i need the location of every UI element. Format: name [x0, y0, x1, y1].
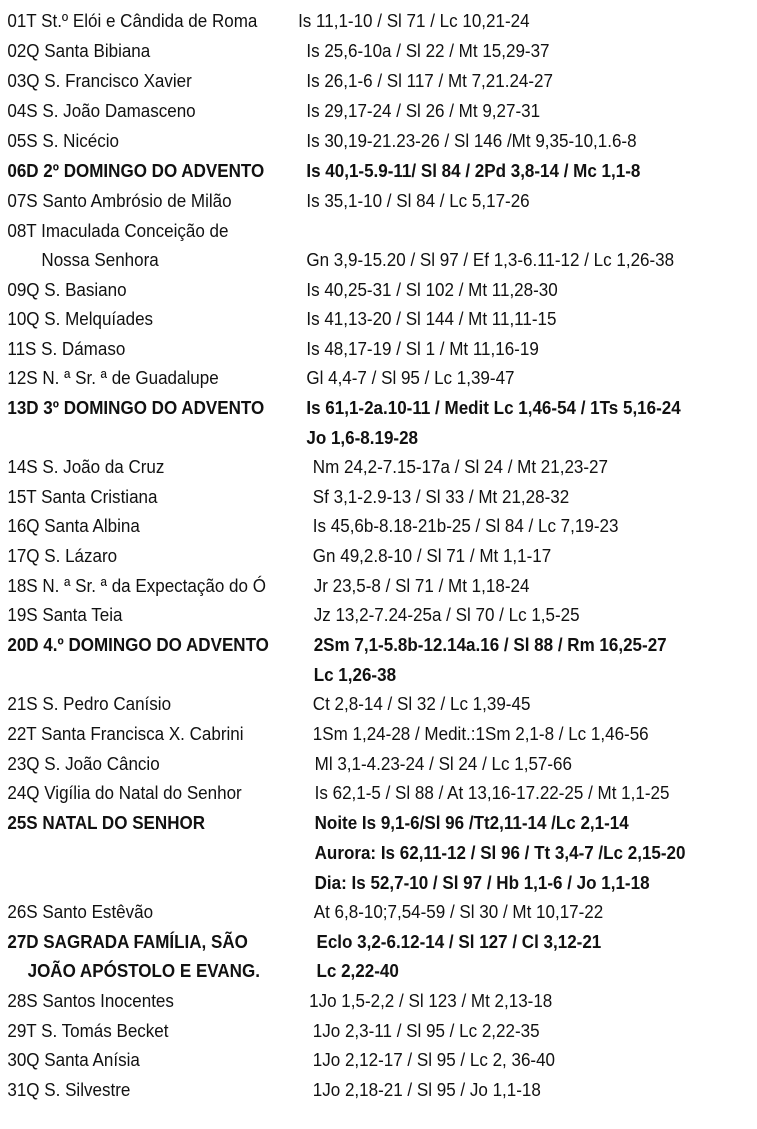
calendar-row: [0, 1016, 696, 1045]
day-label: JOÃO APÓSTOLO E EVANG.: [27, 960, 260, 981]
readings-text: 1Jo 2,18-21 / Sl 95 / Jo 1,1-18: [312, 1079, 541, 1100]
day-label: 28S Santos Inocentes: [7, 990, 174, 1011]
day-label: 04S S. João Damasceno: [7, 100, 196, 121]
day-label: 01T St.º Elói e Cândida de Roma: [7, 10, 258, 31]
day-label: 02Q Santa Bibiana: [7, 40, 151, 61]
readings-text: Lc 2,22-40: [316, 960, 399, 981]
calendar-row: [0, 452, 696, 481]
readings-text: Is 29,17-24 / Sl 26 / Mt 9,27-31: [306, 100, 541, 121]
readings-text: Ml 3,1-4.23-24 / Sl 24 / Lc 1,57-66: [314, 753, 572, 774]
readings-text: 1Jo 1,5-2,2 / Sl 123 / Mt 2,13-18: [309, 990, 553, 1011]
day-label: 31Q S. Silvestre: [7, 1079, 131, 1100]
day-label: 21S S. Pedro Canísio: [7, 693, 172, 714]
day-label: 19S Santa Teia: [7, 604, 123, 625]
calendar-row: [0, 216, 696, 245]
readings-text: Is 25,6-10a / Sl 22 / Mt 15,29-37: [306, 40, 550, 61]
readings-text: Is 35,1-10 / Sl 84 / Lc 5,17-26: [306, 190, 530, 211]
calendar-row: [0, 393, 696, 422]
readings-text: 2Sm 7,1-5.8b-12.14a.16 / Sl 88 / Rm 16,25-27: [313, 634, 667, 655]
readings-text: Gn 49,2.8-10 / Sl 71 / Mt 1,1-17: [312, 545, 552, 566]
calendar-row: [0, 1075, 696, 1104]
readings-text: Is 41,13-20 / Sl 144 / Mt 11,11-15: [306, 308, 557, 329]
day-label: 05S S. Nicécio: [7, 130, 119, 151]
day-label: 18S N. ª Sr. ª da Expectação do Ó: [7, 575, 266, 596]
readings-text: Is 40,1-5.9-11/ Sl 84 / 2Pd 3,8-14 / Mc 1,1-8: [306, 160, 641, 181]
readings-text: 1Sm 1,24-28 / Medit.:1Sm 2,1-8 / Lc 1,46-56: [312, 723, 649, 744]
day-label: 14S S. João da Cruz: [7, 456, 165, 477]
readings-text: Jr 23,5-8 / Sl 71 / Mt 1,18-24: [313, 575, 530, 596]
day-label: 20D 4.º DOMINGO DO ADVENTO: [7, 634, 269, 655]
day-label: 03Q S. Francisco Xavier: [7, 70, 192, 91]
calendar-row: [0, 96, 696, 125]
day-label: 24Q Vigília do Natal do Senhor: [7, 782, 242, 803]
day-label: 08T Imaculada Conceição de: [7, 220, 229, 241]
calendar-row: [0, 334, 696, 363]
calendar-row: [0, 749, 696, 778]
calendar-row: [0, 986, 696, 1015]
calendar-row: [0, 600, 696, 629]
readings-text: Noite Is 9,1-6/Sl 96 /Tt2,11-14 /Lc 2,1-14: [314, 812, 629, 833]
day-label: 23Q S. João Câncio: [7, 753, 160, 774]
readings-text: Jz 13,2-7.24-25a / Sl 70 / Lc 1,5-25: [313, 604, 580, 625]
readings-text: Dia: Is 52,7-10 / Sl 97 / Hb 1,1-6 / Jo 1,1-18: [314, 872, 650, 893]
readings-text: Is 11,1-10 / Sl 71 / Lc 10,21-24: [298, 10, 530, 31]
day-label: 07S Santo Ambrósio de Milão: [7, 190, 232, 211]
calendar-row: [0, 897, 696, 926]
calendar-row: [0, 778, 696, 807]
readings-text: Is 26,1-6 / Sl 117 / Mt 7,21.24-27: [306, 70, 553, 91]
readings-text: Is 40,25-31 / Sl 102 / Mt 11,28-30: [306, 279, 558, 300]
readings-text: At 6,8-10;7,54-59 / Sl 30 / Mt 10,17-22: [313, 901, 604, 922]
day-label: 30Q Santa Anísia: [7, 1049, 140, 1070]
calendar-row: [0, 126, 696, 155]
calendar-row: [0, 245, 696, 274]
calendar-row: [0, 482, 696, 511]
readings-text: Is 61,1-2a.10-11 / Medit Lc 1,46-54 / 1Ts 5,16-24: [306, 397, 681, 418]
day-label: 11S S. Dámaso: [7, 338, 126, 359]
calendar-row: [0, 689, 696, 718]
calendar-row: [0, 838, 696, 867]
readings-text: Is 48,17-19 / Sl 1 / Mt 11,16-19: [306, 338, 539, 359]
readings-text: Sf 3,1-2.9-13 / Sl 33 / Mt 21,28-32: [312, 486, 570, 507]
readings-text: Nm 24,2-7.15-17a / Sl 24 / Mt 21,23-27: [312, 456, 608, 477]
calendar-row: [0, 541, 696, 570]
calendar-row: [0, 304, 696, 333]
calendar-row: [0, 6, 696, 35]
readings-text: 1Jo 2,3-11 / Sl 95 / Lc 2,22-35: [312, 1020, 540, 1041]
calendar-row: [0, 275, 696, 304]
calendar-row: [0, 156, 696, 185]
calendar-row: [0, 66, 696, 95]
calendar-row: [0, 511, 696, 540]
readings-text: Is 30,19-21.23-26 / Sl 146 /Mt 9,35-10,1.6-8: [306, 130, 637, 151]
calendar-row: [0, 186, 696, 215]
calendar-row: [0, 630, 696, 659]
calendar-row: [0, 571, 696, 600]
calendar-row: [0, 423, 696, 452]
day-label: Nossa Senhora: [41, 249, 159, 270]
calendar-row: [0, 363, 696, 392]
readings-text: Is 45,6b-8.18-21b-25 / Sl 84 / Lc 7,19-23: [312, 515, 619, 536]
readings-text: Aurora: Is 62,11-12 / Sl 96 / Tt 3,4-7 /Lc 2,15-20: [314, 842, 686, 863]
day-label: 12S N. ª Sr. ª de Guadalupe: [7, 367, 219, 388]
readings-text: Eclo 3,2-6.12-14 / Sl 127 / Cl 3,12-21: [316, 931, 602, 952]
calendar-row: [0, 927, 696, 956]
day-label: 29T S. Tomás Becket: [7, 1020, 169, 1041]
day-label: 09Q S. Basiano: [7, 279, 127, 300]
day-label: 27D SAGRADA FAMÍLIA, SÃO: [7, 931, 248, 952]
readings-text: Lc 1,26-38: [313, 664, 397, 685]
readings-text: Gl 4,4-7 / Sl 95 / Lc 1,39-47: [306, 367, 515, 388]
calendar-row: [0, 719, 696, 748]
day-label: 22T Santa Francisca X. Cabrini: [7, 723, 244, 744]
calendar-row: [0, 808, 696, 837]
day-label: 25S NATAL DO SENHOR: [7, 812, 206, 833]
day-label: 06D 2º DOMINGO DO ADVENTO: [7, 160, 265, 181]
readings-text: Gn 3,9-15.20 / Sl 97 / Ef 1,3-6.11-12 / Lc 1,26-38: [306, 249, 675, 270]
readings-text: Jo 1,6-8.19-28: [306, 427, 419, 448]
day-label: 15T Santa Cristiana: [7, 486, 158, 507]
day-label: 10Q S. Melquíades: [7, 308, 154, 329]
readings-text: 1Jo 2,12-17 / Sl 95 / Lc 2, 36-40: [312, 1049, 556, 1070]
calendar-row: [0, 36, 696, 65]
calendar-row: [0, 868, 696, 897]
day-label: 13D 3º DOMINGO DO ADVENTO: [7, 397, 265, 418]
calendar-row: [0, 1045, 696, 1074]
readings-text: Ct 2,8-14 / Sl 32 / Lc 1,39-45: [312, 693, 531, 714]
day-label: 26S Santo Estêvão: [7, 901, 154, 922]
calendar-row: [0, 956, 696, 985]
calendar-row: [0, 660, 696, 689]
day-label: 17Q S. Lázaro: [7, 545, 118, 566]
day-label: 16Q Santa Albina: [7, 515, 140, 536]
readings-text: Is 62,1-5 / Sl 88 / At 13,16-17.22-25 / Mt 1,1-25: [314, 782, 670, 803]
